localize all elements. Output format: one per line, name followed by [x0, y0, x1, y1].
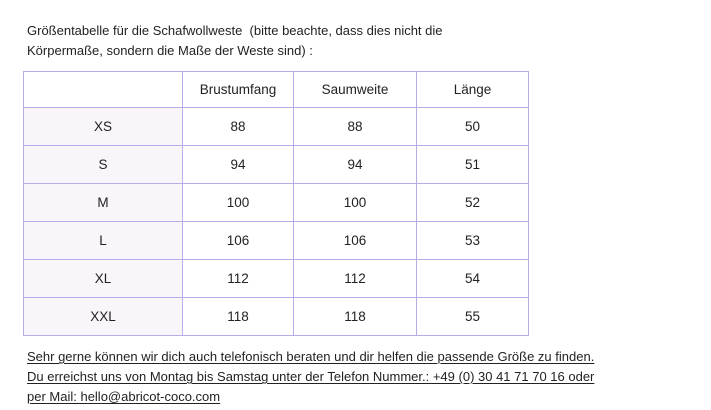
table-row-l: [24, 222, 529, 260]
intro-line-1: Größentabelle für die Schafwollweste (bitte beachte, dass dies nicht die: [27, 23, 443, 38]
size-value-cell: 50: [417, 108, 529, 146]
size-value-cell: 94: [183, 146, 294, 184]
size-label-cell: L: [24, 222, 183, 260]
contact-line-2[interactable]: Du erreichst uns von Montag bis Samstag unter der Telefon Nummer.: +49 (0) 30 41 71 70 16 oder: [27, 369, 595, 384]
size-value-cell: 118: [183, 298, 294, 336]
table-row-m: [24, 184, 529, 222]
column-header-saumweite: Saumweite: [294, 72, 417, 108]
size-value-cell: 100: [294, 184, 417, 222]
corner-cell: [24, 72, 183, 108]
table-row-s: [24, 146, 529, 184]
contact-line-1[interactable]: Sehr gerne können wir dich auch telefonisch beraten und dir helfen die passende Größe zu finden.: [27, 349, 595, 364]
header-row: [24, 72, 529, 108]
size-value-cell: 54: [417, 260, 529, 298]
size-value-cell: 51: [417, 146, 529, 184]
size-label-cell: XS: [24, 108, 183, 146]
size-label-cell: XL: [24, 260, 183, 298]
size-value-cell: 118: [294, 298, 417, 336]
size-value-cell: 106: [294, 222, 417, 260]
table-row-xl: [24, 260, 529, 298]
intro-line-2: Körpermaße, sondern die Maße der Weste sind) :: [27, 43, 313, 58]
size-value-cell: 52: [417, 184, 529, 222]
size-value-cell: 55: [417, 298, 529, 336]
table-row-xxl: [24, 298, 529, 336]
table-row-xs: [24, 108, 529, 146]
size-value-cell: 53: [417, 222, 529, 260]
size-label-cell: S: [24, 146, 183, 184]
size-label-cell: XXL: [24, 298, 183, 336]
size-value-cell: 88: [294, 108, 417, 146]
size-value-cell: 112: [183, 260, 294, 298]
size-value-cell: 100: [183, 184, 294, 222]
size-label-cell: M: [24, 184, 183, 222]
column-header-brustumfang: Brustumfang: [183, 72, 294, 108]
size-table: [23, 71, 529, 336]
contact-link[interactable]: [27, 347, 711, 407]
column-header-laenge: Länge: [417, 72, 529, 108]
contact-email-line[interactable]: per Mail: hello@abricot-coco.com: [27, 389, 221, 404]
size-value-cell: 106: [183, 222, 294, 260]
size-value-cell: 94: [294, 146, 417, 184]
size-value-cell: 112: [294, 260, 417, 298]
size-value-cell: 88: [183, 108, 294, 146]
intro-text: [27, 21, 711, 61]
